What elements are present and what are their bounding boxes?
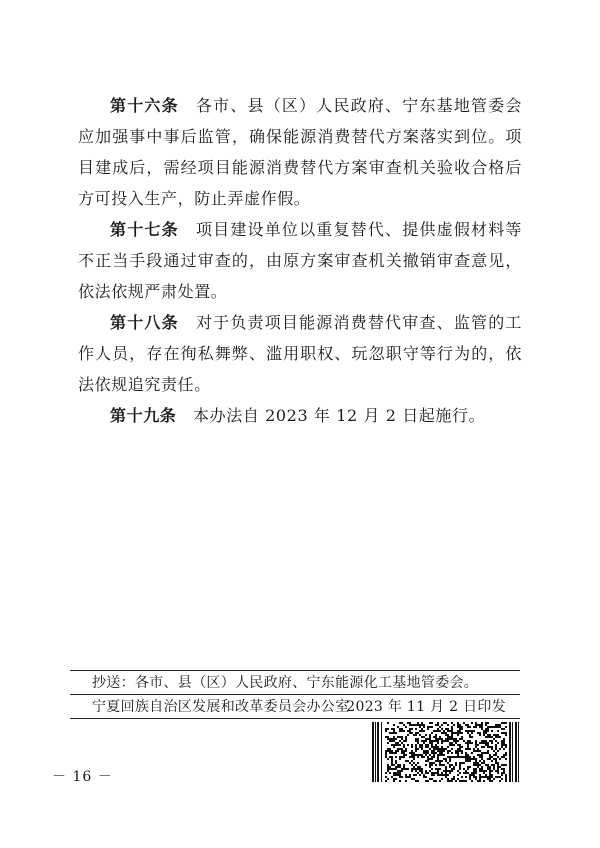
print-date: 2023 年 11 月 2 日印发 <box>346 699 506 715</box>
article-19-heading: 第十九条 <box>110 406 177 425</box>
copy-to-line: 抄送：各市、县（区）人民政府、宁东能源化工基地管委会。 <box>92 675 479 691</box>
footer-top-rule <box>70 670 520 671</box>
page-number: － 16 － <box>52 769 113 785</box>
article-17-heading: 第十七条 <box>110 220 179 239</box>
article-18-heading: 第十八条 <box>110 313 179 332</box>
article-17-body: 项目建设单位以重复替代、提供虚假材料等不正当手段通过审查的，由原方案审查机关撤销审查意见，依法依规严肃处置。 <box>78 220 522 301</box>
footer-middle-rule <box>70 694 520 695</box>
issuing-office: 宁夏回族自治区发展和改革委员会办公室 <box>92 699 350 715</box>
article-16 <box>78 90 522 214</box>
article-18 <box>78 307 522 400</box>
article-19 <box>78 400 522 431</box>
article-19-body: 本办法自 2023 年 12 月 2 日起施行。 <box>193 406 486 425</box>
footer-bottom-rule <box>70 718 520 719</box>
article-18-body: 对于负责项目能源消费替代审查、监管的工作人员，存在徇私舞弊、滥用职权、玩忽职守等行为的，依法依规追究责任。 <box>78 313 522 394</box>
document-barcode <box>372 722 520 782</box>
article-16-body: 各市、县（区）人民政府、宁东基地管委会应加强事中事后监管，确保能源消费替代方案落实到位。项目建成后，需经项目能源消费替代方案审查机关验收合格后方可投入生产，防止弄虚作假。 <box>78 96 522 208</box>
article-17 <box>78 214 522 307</box>
article-16-heading: 第十六条 <box>110 96 179 115</box>
